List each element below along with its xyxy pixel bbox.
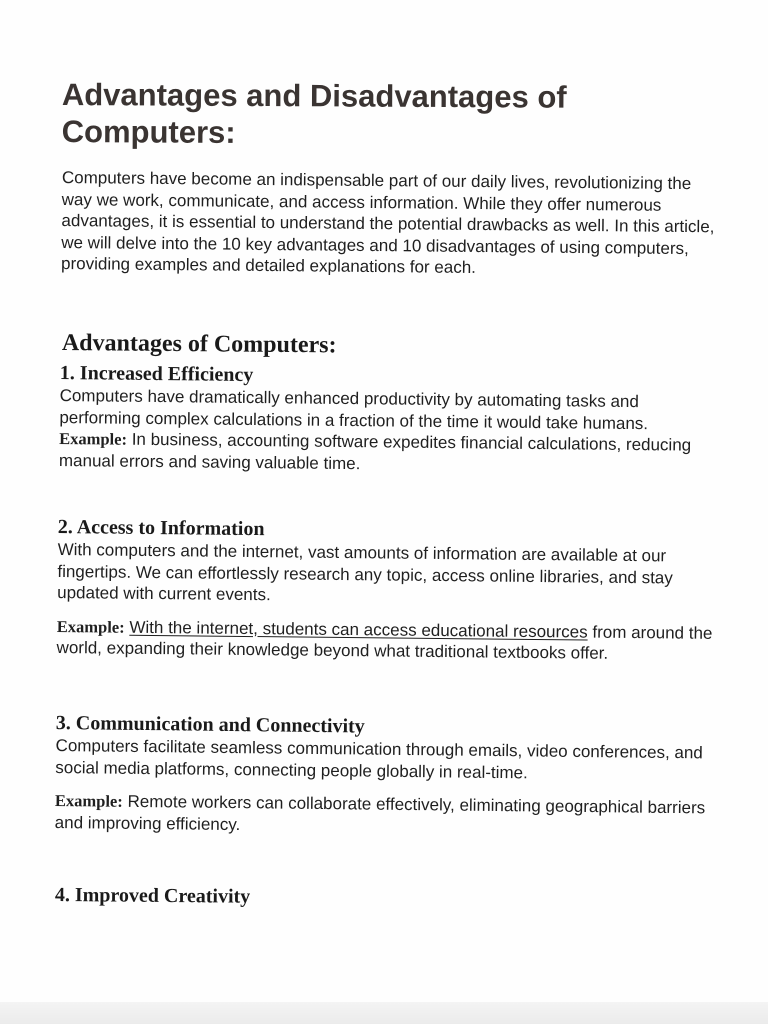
item-example <box>55 790 715 840</box>
example-text: Remote workers can collaborate effectively, eliminating geographical barriers and improving efficiency. <box>54 791 706 834</box>
item-text: With computers and the internet, vast amounts of information are available at our fingertips. We can effortlessly research any topic, access online libraries, and stay updated with current events. <box>57 539 673 605</box>
advantage-item-1 <box>59 361 720 478</box>
example-label: Example: <box>54 790 123 811</box>
example-text: from around the world, expanding their knowledge beyond what traditional textbooks offer. <box>56 622 713 663</box>
item-example <box>56 615 716 665</box>
item-heading: 4. Improved Creativity <box>54 883 251 908</box>
page-title: Advantages and Disadvantages of Computers: <box>61 76 567 150</box>
item-text: Computers facilitate seamless communication through emails, video conferences, and social media platforms, connecting people globally in real-time. <box>55 735 703 782</box>
example-label: Example: <box>56 616 125 637</box>
intro-paragraph: Computers have become an indispensable part of our daily lives, revolutionizing the way we work, communicate, and access information. While they offer numerous advantages, it is essential to understand the potential drawbacks as well. In this article, we will delve into the 10 key advantages and 10 disadvantages of using computers, providing examples and detailed explanations for each. <box>60 167 715 277</box>
advantage-item-4 <box>55 883 715 913</box>
scan-bottom-edge <box>0 1002 768 1024</box>
item-text: Computers have dramatically enhanced productivity by automating tasks and performing complex calculations in a fraction of the time it would take humans. <box>59 385 649 433</box>
example-underlined-text: With the internet, students can access educational resources <box>129 617 588 642</box>
item-heading: 3. Communication and Connectivity <box>55 711 365 738</box>
example-text: In business, accounting software expedites financial calculations, reducing manual errors and saving valuable time. <box>58 429 692 473</box>
advantage-item-2 <box>56 515 717 665</box>
item-heading: 2. Access to Information <box>57 515 265 541</box>
item-example <box>59 428 719 478</box>
advantages-heading: Advantages of Computers: <box>61 330 337 359</box>
item-heading: 1. Increased Efficiency <box>59 361 254 387</box>
advantage-item-3 <box>55 711 716 840</box>
example-label: Example: <box>59 428 128 449</box>
